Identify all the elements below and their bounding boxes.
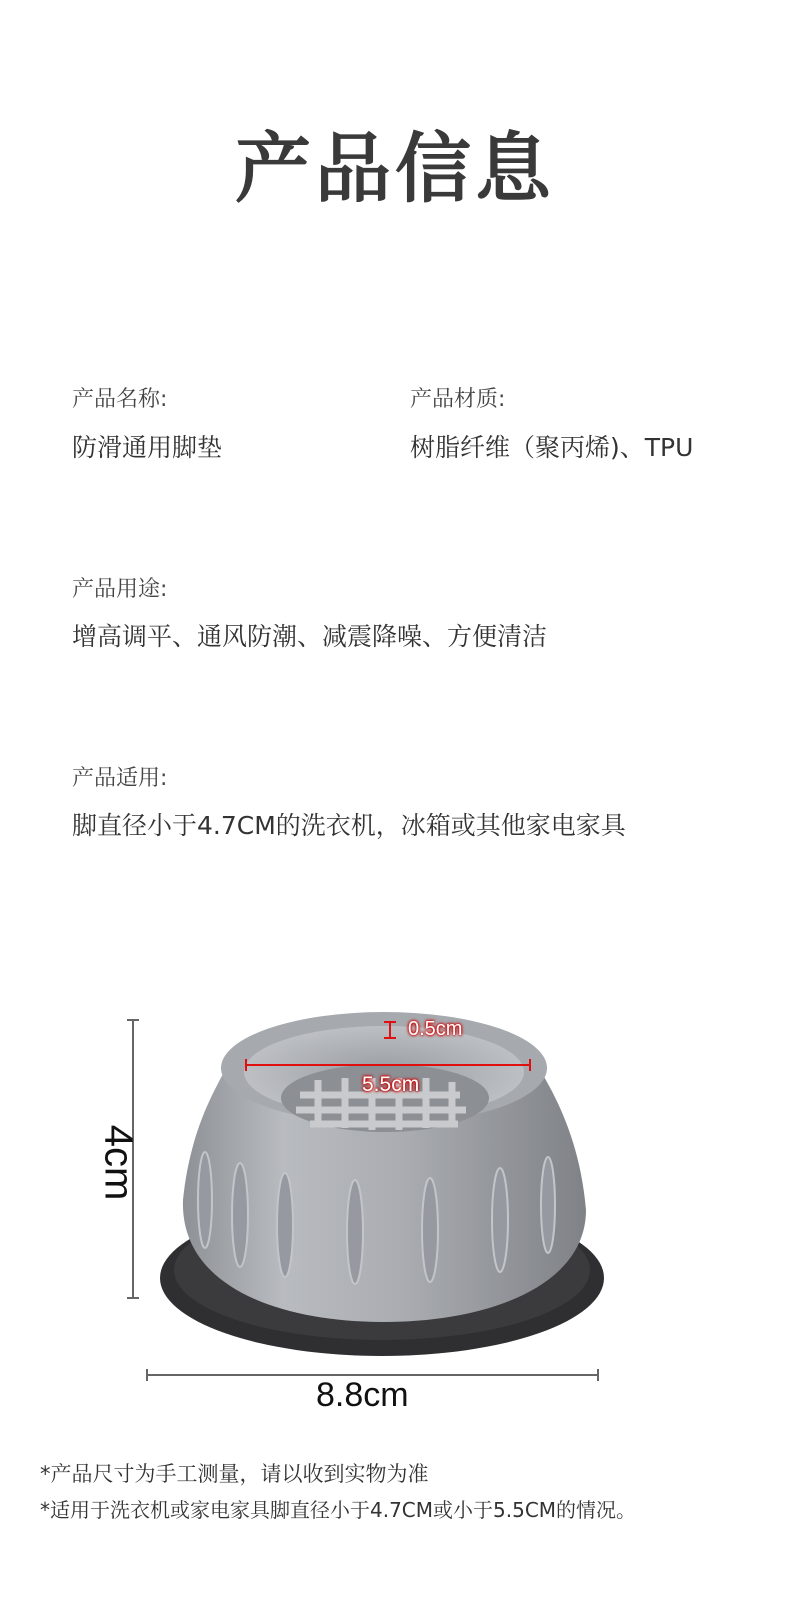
note-applicability: *适用于洗衣机或家电家具脚直径小于4.7CM或小于5.5CM的情况。 xyxy=(40,1498,637,1522)
note-measurement: *产品尺寸为手工测量，请以收到实物为准 xyxy=(40,1462,429,1486)
product-material-label: 产品材质: xyxy=(410,387,506,412)
product-usage-label: 产品用途: xyxy=(72,577,168,602)
inner-diameter-label: 5.5cm xyxy=(362,1073,420,1096)
height-label: 4cm xyxy=(96,1124,141,1201)
product-fit-value: 脚直径小于4.7CM的洗衣机，冰箱或其他家电家具 xyxy=(72,811,626,840)
product-fit-label: 产品适用: xyxy=(72,766,168,791)
product-material-value: 树脂纤维（聚丙烯)、TPU xyxy=(410,433,694,462)
product-usage-value: 增高调平、通风防潮、减震降噪、方便清洁 xyxy=(72,622,548,651)
width-label: 8.8cm xyxy=(316,1376,409,1414)
depth-label: 0.5cm xyxy=(408,1018,463,1040)
product-name-label: 产品名称: xyxy=(72,387,168,412)
product-name-value: 防滑通用脚垫 xyxy=(72,433,223,462)
page-title: 产品信息 xyxy=(235,124,555,213)
